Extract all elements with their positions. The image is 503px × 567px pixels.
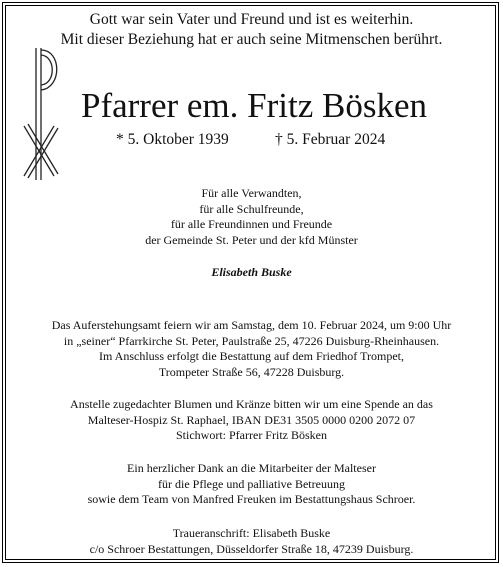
- funeral-line: in „seiner“ Pfarrkirche St. Peter, Paulstraße 25, 47226 Duisburg-Rheinhausen.: [63, 333, 440, 348]
- motto-line: Gott war sein Vater und Freund und ist es weiterhin.: [89, 11, 414, 28]
- signature: Elisabeth Buske: [211, 265, 292, 279]
- mourners-line: für alle Schulfreunde,: [199, 201, 304, 216]
- deceased-name: Pfarrer em. Fritz Bösken: [80, 86, 428, 125]
- donation-block: [10, 397, 493, 444]
- address-block: [10, 526, 493, 557]
- mourners-block: [10, 186, 493, 248]
- thanks-line: sowie dem Team von Manfred Freuken im Bestattungshaus Schroer.: [87, 492, 416, 506]
- funeral-line: Im Anschluss erfolgt die Bestattung auf dem Friedhof Trompet,: [99, 349, 404, 363]
- chi-rho-icon: [22, 44, 64, 184]
- birth-date: * 5. Oktober 1939: [116, 131, 229, 148]
- motto: [0, 10, 503, 50]
- address-line: Traueranschrift: Elisabeth Buske: [172, 526, 331, 540]
- death-date: † 5. Februar 2024: [275, 131, 386, 148]
- funeral-block: [10, 318, 493, 380]
- thanks-line: für die Pflege und palliative Betreuung: [158, 476, 345, 491]
- mourners-line: der Gemeinde St. Peter und der kfd Münster: [145, 232, 358, 247]
- donation-line: Anstelle zugedachter Blumen und Kränze bitten wir um eine Spende an das: [70, 397, 433, 411]
- funeral-line: Trompeter Straße 56, 47228 Duisburg.: [158, 364, 345, 379]
- donation-line: Malteser-Hospiz St. Raphael, IBAN DE31 3505 0000 0200 2072 07: [87, 412, 416, 427]
- motto-line: Mit dieser Beziehung hat er auch seine Mitmenschen berührt.: [60, 31, 443, 48]
- funeral-line: Das Auferstehungsamt feiern wir am Samstag, dem 10. Februar 2024, um 9:00 Uhr: [51, 318, 452, 332]
- address-line: c/o Schroer Bestattungen, Düsseldorfer Straße 18, 47239 Duisburg.: [89, 541, 414, 556]
- thanks-block: [10, 461, 493, 508]
- mourners-line: Für alle Verwandten,: [201, 186, 302, 200]
- mourners-line: für alle Freundinnen und Freunde: [170, 217, 333, 231]
- donation-line: Stichwort: Pfarrer Fritz Bösken: [176, 428, 327, 442]
- thanks-line: Ein herzlicher Dank an die Mitarbeiter der Malteser: [127, 461, 376, 475]
